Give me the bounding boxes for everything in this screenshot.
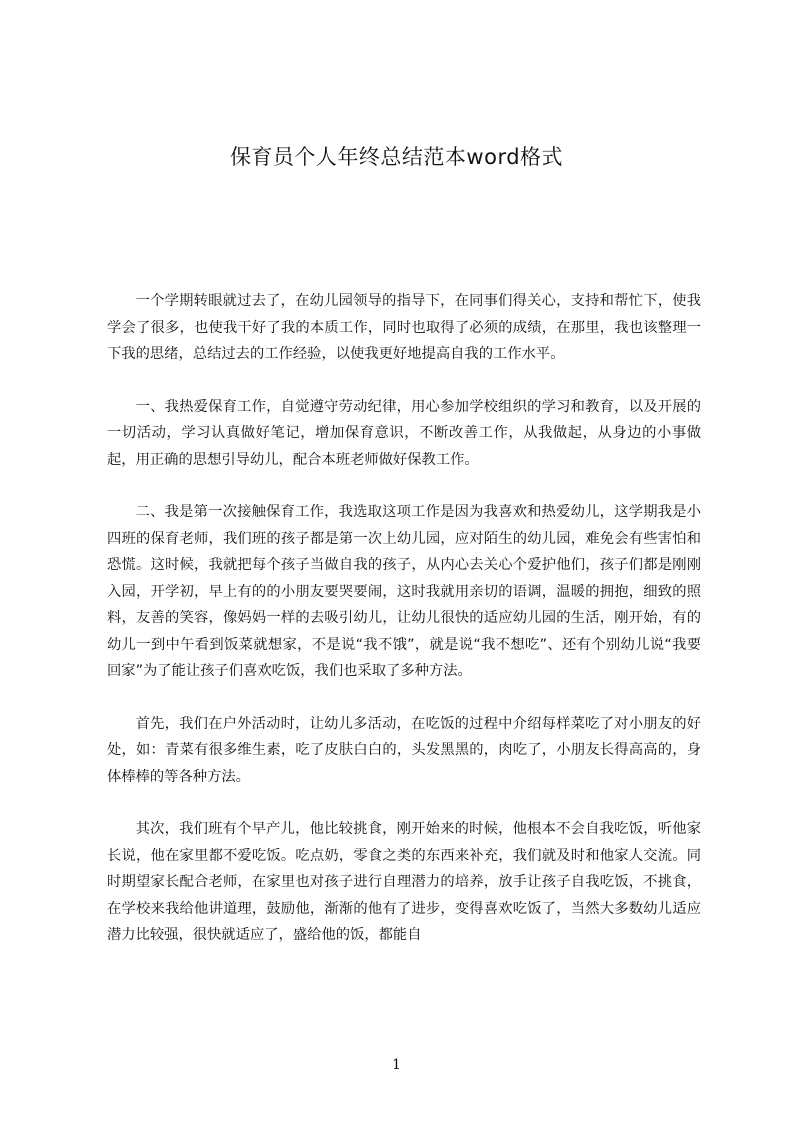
paragraph-intro: 一个学期转眼就过去了，在幼儿园领导的指导下，在同事们得关心，支持和帮忙下，使我学会了很多，也使我干好了我的本质工作，同时也取得了必须的成绩，在那里，我也该整理一下我的思绪，总结过去的工作经验，以使我更好地提高自我的工作水平。 <box>107 293 701 362</box>
paragraph-first-method: 首先，我们在户外活动时，让幼儿多活动，在吃饭的过程中介绍每样菜吃了对小朋友的好处，如：青菜有很多维生素，吃了皮肤白白的，头发黑黑的，肉吃了，小朋友长得高高的，身体棒棒的等各种方法。 <box>107 715 701 785</box>
document-body <box>107 288 701 975</box>
paragraph-section-two: 二、我是第一次接触保育工作，我选取这项工作是因为我喜欢和热爱幼儿，这学期我是小四班的保育老师，我们班的孩子都是第一次上幼儿园，应对陌生的幼儿园，难免会有些害怕和恐慌。这时候，我就把每个孩子当做自我的孩子，从内心去关心个爱护他们，孩子们都是刚刚入园，开学初，早上有的的小朋友要哭要闹，这时我就用亲切的语调，温暖的拥抱，细致的照料，友善的笑容，像妈妈一样的去吸引幼儿，让幼儿很快的适应幼儿园的生活，刚开始，有的幼儿一到中午看到饭菜就想家，不是说“我不饿”，就是说“我不想吃”、还有个别幼儿说“我要回家”为了能让孩子们喜欢吃饭，我们也采取了多种方法。 <box>107 504 701 679</box>
document-title: 保育员个人年终总结范本word格式 <box>229 145 564 169</box>
page-number: 1 <box>392 1057 401 1073</box>
paragraph-second-method: 其次，我们班有个早产儿，他比较挑食，刚开始来的时候，他根本不会自我吃饭，听他家长说，他在家里都不爱吃饭。吃点奶，零食之类的东西来补充，我们就及时和他家人交流。同时期望家长配合老师，在家里也对孩子进行自理潜力的培养，放手让孩子自我吃饭，不挑食，在学校来我给他讲道理，鼓励他，渐渐的他有了进步，变得喜欢吃饭了，当然大多数幼儿适应潜力比较强，很快就适应了，盛给他的饭，都能自 <box>107 821 701 943</box>
paragraph-section-one: 一、我热爱保育工作，自觉遵守劳动纪律，用心参加学校组织的学习和教育，以及开展的一切活动，学习认真做好笔记，增加保育意识，不断改善工作，从我做起，从身边的小事做起，用正确的思想引导幼儿，配合本班老师做好保教工作。 <box>107 398 701 468</box>
